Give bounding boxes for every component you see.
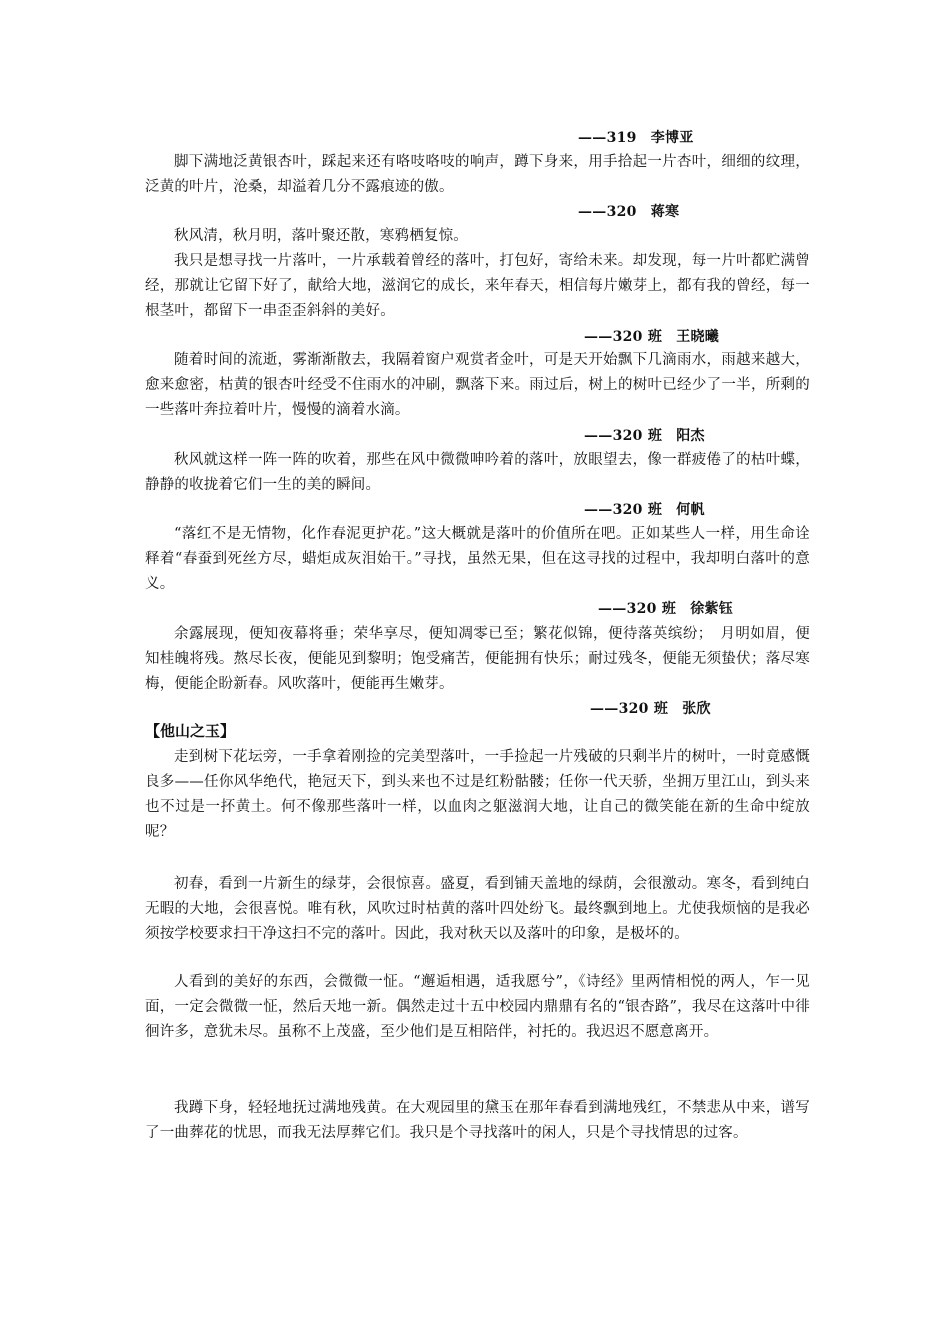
- section-paragraph-block: [145, 970, 810, 1045]
- entry-paragraph-block: [145, 622, 810, 697]
- signature: [584, 500, 705, 520]
- paragraph: 随着时间的流逝，雾渐渐散去，我隔着窗户观赏者金叶，可是天开始飘下几滴雨水，雨越来越大，愈来愈密，枯黄的银杏叶经受不住雨水的冲刷，飘落下来。雨过后，树上的树叶已经少了一半，所剩的一些落叶奔拉着叶片，慢慢的滴着水滴。: [145, 352, 810, 418]
- paragraph: “落红不是无情物，化作春泥更护花。”这大概就是落叶的价值所在吧。正如某些人一样，用生命诠释着“春蚕到死丝方尽，蜡炬成灰泪始干。”寻找，虽然无果，但在这寻找的过程中，我却明白落叶的意义。: [145, 526, 810, 592]
- signature: [584, 327, 719, 347]
- section-heading: 【他山之玉】: [145, 722, 236, 740]
- signature-class: ——320: [578, 204, 637, 220]
- paragraph: 初春，看到一片新生的绿芽，会很惊喜。盛夏，看到铺天盖地的绿荫，会很激动。寒冬，看到纯白无暇的大地，会很喜悦。唯有秋，风吹过时枯黄的落叶四处纷飞。最终飘到地上。尤使我烦恼的是我必须按学校要求扫干净这扫不完的落叶。因此，我对秋天以及落叶的印象，是极坏的。: [145, 876, 810, 942]
- signature: [578, 202, 679, 222]
- section-paragraph-block: [145, 745, 810, 845]
- signature-class: ——320 班: [590, 701, 669, 717]
- signature-name: 阳杰: [676, 428, 705, 444]
- paragraph: 秋风清，秋月明，落叶聚还散，寒鸦栖复惊。: [174, 228, 468, 244]
- entry-paragraph-block: [145, 448, 810, 498]
- signature-class: ——320 班: [584, 428, 663, 444]
- signature-class: ——320 班: [584, 329, 663, 345]
- entry-paragraph-block: [145, 224, 810, 324]
- signature: [590, 699, 711, 719]
- entry-paragraph-block: [145, 348, 810, 423]
- signature-class: ——320 班: [598, 601, 677, 617]
- signature-name: 蒋寒: [650, 204, 680, 220]
- section-paragraph-block: [145, 872, 810, 947]
- signature-name: 张欣: [682, 701, 711, 717]
- section-paragraph-block: [145, 1096, 810, 1146]
- signature-class: ——320 班: [584, 502, 663, 518]
- paragraph: 走到树下花坛旁，一手拿着刚捡的完美型落叶，一手捡起一片残破的只剩半片的树叶，一时竟感慨良多——任你风华绝代，艳冠天下，到头来也不过是红粉骷髅；任你一代天骄，坐拥万里江山，到头来也不过是一抔黄土。何不像那些落叶一样，以血肉之躯滋润大地，让自己的微笑能在新的生命中绽放呢？: [145, 749, 810, 840]
- paragraph: 人看到的美好的东西，会微微一怔。“邂逅相遇，适我愿兮”，《诗经》里两情相悦的两人，乍一见面，一定会微微一怔，然后天地一新。偶然走过十五中校园内鼎鼎有名的“银杏路”，我尽在这落叶中徘徊许多，意犹未尽。虽称不上茂盛，至少他们是互相陪伴，衬托的。我迟迟不愿意离开。: [145, 974, 810, 1040]
- paragraph: 秋风就这样一阵一阵的吹着，那些在风中微微呻吟着的落叶，放眼望去，像一群疲倦了的枯叶蝶，静静的收拢着它们一生的美的瞬间。: [145, 452, 810, 493]
- signature: [598, 599, 733, 619]
- paragraph: 脚下满地泛黄银杏叶，踩起来还有咯吱咯吱的响声，蹲下身来，用手拾起一片杏叶，细细的纹理，泛黄的叶片，沧桑，却溢着几分不露痕迹的傲。: [145, 154, 810, 195]
- paragraph: 余露展现，便知夜幕将垂；荣华享尽，便知凋零已至；繁花似锦，便待落英缤纷； 月明如眉，便知桂魄将残。熬尽长夜，便能见到黎明；饱受痛苦，便能拥有快乐；耐过残冬，便能无须蛰伏；落尽寒梅，便能企盼新春。风吹落叶，便能再生嫩芽。: [145, 626, 810, 692]
- signature-name: 李博亚: [650, 130, 694, 146]
- signature: [578, 128, 694, 148]
- paragraph: 我只是想寻找一片落叶，一片承载着曾经的落叶，打包好，寄给未来。却发现，每一片叶都贮满曾经，那就让它留下好了，献给大地，滋润它的成长，来年春天，相信每片嫩芽上，都有我的曾经，每一根茎叶，都留下一串歪歪斜斜的美好。: [145, 253, 810, 319]
- signature: [584, 426, 705, 446]
- signature-name: 徐紫钰: [690, 601, 734, 617]
- entry-paragraph-block: [145, 522, 810, 597]
- signature-name: 王晓曦: [676, 329, 720, 345]
- signature-name: 何帆: [676, 502, 705, 518]
- entry-paragraph-block: [145, 150, 810, 200]
- paragraph: 我蹲下身，轻轻地抚过满地残黄。在大观园里的黛玉在那年春看到满地残红，不禁悲从中来，谱写了一曲葬花的忧思，而我无法厚葬它们。我只是个寻找落叶的闲人，只是个寻找情思的过客。: [145, 1100, 810, 1141]
- signature-class: ——319: [578, 130, 637, 146]
